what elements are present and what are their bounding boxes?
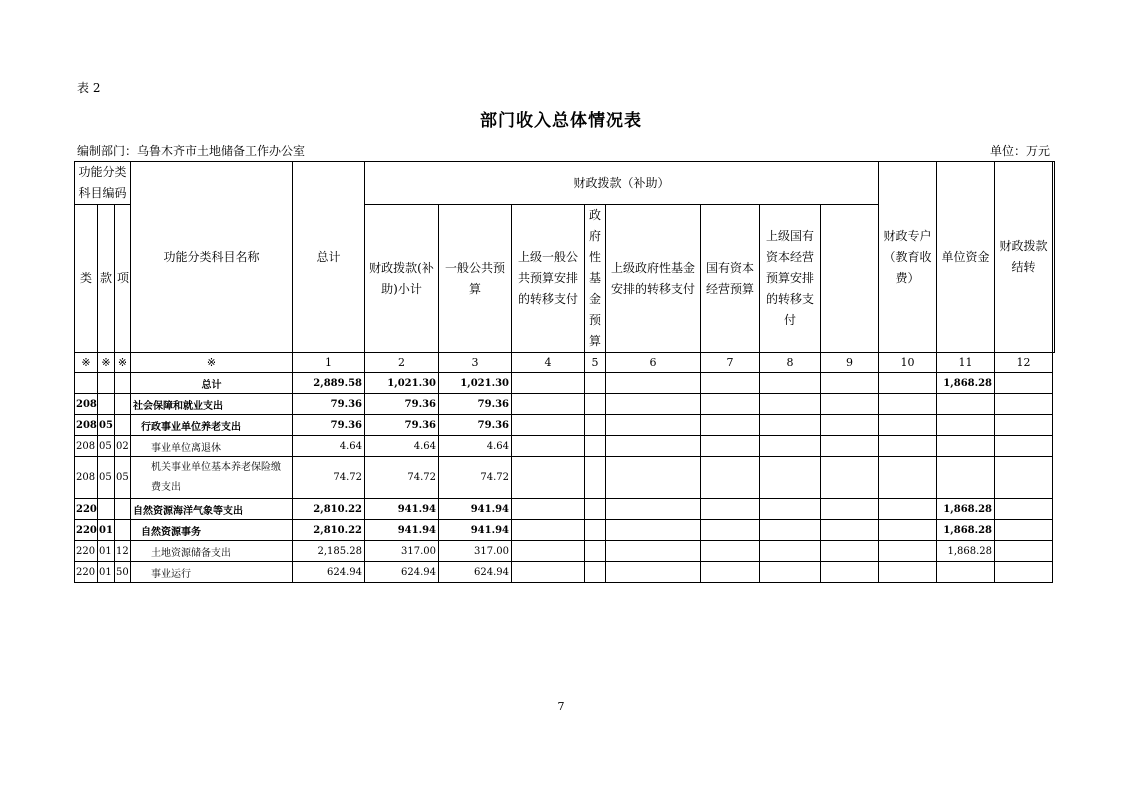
cell-total: 624.94 [293,562,365,583]
cell-name: 行政事业单位养老支出 [131,415,293,436]
cell-general: 1,021.30 [439,373,512,394]
table-row [75,415,1055,436]
cell-kuan [98,394,115,415]
cell-total: 79.36 [293,394,365,415]
cell-carryover [937,436,995,457]
cell-carryover [937,457,995,499]
cell-general: 79.36 [439,394,512,415]
header-state-capital: 国有资本经营预算 [701,205,760,353]
cell-subtotal: 79.36 [365,415,439,436]
table-row [75,520,1055,541]
cell-kuan: 01 [98,520,115,541]
cell-lei: 220 [75,520,98,541]
header-xiang: 项 [115,205,131,353]
header-name: 功能分类科目名称 [131,162,293,353]
cell-general: 317.00 [439,541,512,562]
cell-lei: 208 [75,415,98,436]
header-unit-funds: 单位资金 [937,162,995,353]
cell-lei [75,373,98,394]
header-code-group: 功能分类科目编码 [75,162,131,205]
index-cell: 11 [937,353,995,373]
table-row [75,394,1055,415]
table-row [75,499,1055,520]
cell-name: 总计 [131,373,293,394]
header-lei: 类 [75,205,98,353]
cell-xiang [115,373,131,394]
cell-subtotal: 624.94 [365,562,439,583]
cell-xiang: 02 [115,436,131,457]
header-non-fiscal [1053,162,1055,353]
cell-carryover: 1,868.28 [937,520,995,541]
index-cell: 8 [760,353,821,373]
index-cell: ※ [115,353,131,373]
index-cell: 4 [512,353,585,373]
header-upper-state: 上级国有资本经营预算安排的转移支付 [760,205,821,353]
index-cell: 7 [701,353,760,373]
index-cell: 6 [606,353,701,373]
index-row [75,353,1055,373]
cell-xiang [115,394,131,415]
cell-lei: 220 [75,499,98,520]
cell-total: 2,889.58 [293,373,365,394]
cell-total: 2,810.22 [293,499,365,520]
header-carryover: 财政拨款结转 [995,162,1053,353]
index-cell: ※ [75,353,98,373]
cell-lei: 220 [75,562,98,583]
cell-kuan: 01 [98,562,115,583]
table-row [75,373,1055,394]
cell-name: 自然资源海洋气象等支出 [131,499,293,520]
cell-kuan: 05 [98,436,115,457]
cell-name: 土地资源储备支出 [131,541,293,562]
cell-kuan [98,499,115,520]
cell-subtotal: 79.36 [365,394,439,415]
cell-subtotal: 4.64 [365,436,439,457]
index-cell: 2 [365,353,439,373]
page-number: 7 [557,700,565,713]
header-upper-general: 上级一般公共预算安排的转移支付 [512,205,585,353]
header-general-budget: 一般公共预算 [439,205,512,353]
header-upper-fund: 上级政府性基金安排的转移支付 [606,205,701,353]
cell-xiang [115,520,131,541]
cell-lei: 208 [75,436,98,457]
cell-carryover: 1,868.28 [937,499,995,520]
unit-label: 单位：万元 [990,144,1051,158]
cell-carryover: 1,868.28 [937,541,995,562]
cell-subtotal: 317.00 [365,541,439,562]
index-cell: ※ [131,353,293,373]
cell-kuan: 05 [98,415,115,436]
table-number: 表 2 [77,81,101,95]
cell-kuan: 01 [98,541,115,562]
cell-kuan [98,373,115,394]
cell-name: 社会保障和就业支出 [131,394,293,415]
index-cell: 12 [995,353,1053,373]
cell-name: 事业单位离退休 [131,436,293,457]
header-gov-fund: 政府性基金预算 [585,205,606,353]
cell-name: 自然资源事务 [131,520,293,541]
index-cell: 1 [293,353,365,373]
cell-total: 74.72 [293,457,365,499]
cell-xiang [115,415,131,436]
cell-lei: 208 [75,394,98,415]
header-fiscal-subtotal: 财政拨款(补助)小计 [365,205,439,353]
table-row [75,562,1055,583]
table-row [75,541,1055,562]
cell-lei: 208 [75,457,98,499]
cell-kuan: 05 [98,457,115,499]
cell-subtotal: 941.94 [365,499,439,520]
cell-general: 941.94 [439,499,512,520]
cell-total: 79.36 [293,415,365,436]
index-cell: ※ [98,353,115,373]
cell-name: 机关事业单位基本养老保险缴费支出 [131,457,293,499]
index-cell: 3 [439,353,512,373]
cell-total: 2,810.22 [293,520,365,541]
index-cell: 9 [821,353,879,373]
cell-xiang: 05 [115,457,131,499]
header-special: 财政专户（教育收费） [879,162,937,353]
cell-carryover: 1,868.28 [937,373,995,394]
cell-carryover [937,394,995,415]
table-row [75,457,1055,499]
department-label: 编制部门：乌鲁木齐市土地储备工作办公室 [77,144,306,158]
header-fiscal-group: 财政拨款（补助） [365,162,879,205]
cell-general: 624.94 [439,562,512,583]
index-cell: 5 [585,353,606,373]
header-total: 总计 [293,162,365,353]
cell-subtotal: 1,021.30 [365,373,439,394]
cell-general: 79.36 [439,415,512,436]
cell-lei: 220 [75,541,98,562]
cell-total: 2,185.28 [293,541,365,562]
cell-subtotal: 941.94 [365,520,439,541]
cell-name: 事业运行 [131,562,293,583]
cell-xiang [115,499,131,520]
cell-total: 4.64 [293,436,365,457]
cell-xiang: 50 [115,562,131,583]
cell-general: 941.94 [439,520,512,541]
index-cell: 10 [879,353,937,373]
table-row [75,436,1055,457]
header-kuan: 款 [98,205,115,353]
cell-carryover [937,562,995,583]
cell-xiang: 12 [115,541,131,562]
income-table [74,161,1055,583]
page-title: 部门收入总体情况表 [480,111,642,131]
cell-general: 4.64 [439,436,512,457]
cell-general: 74.72 [439,457,512,499]
cell-carryover [937,415,995,436]
cell-subtotal: 74.72 [365,457,439,499]
